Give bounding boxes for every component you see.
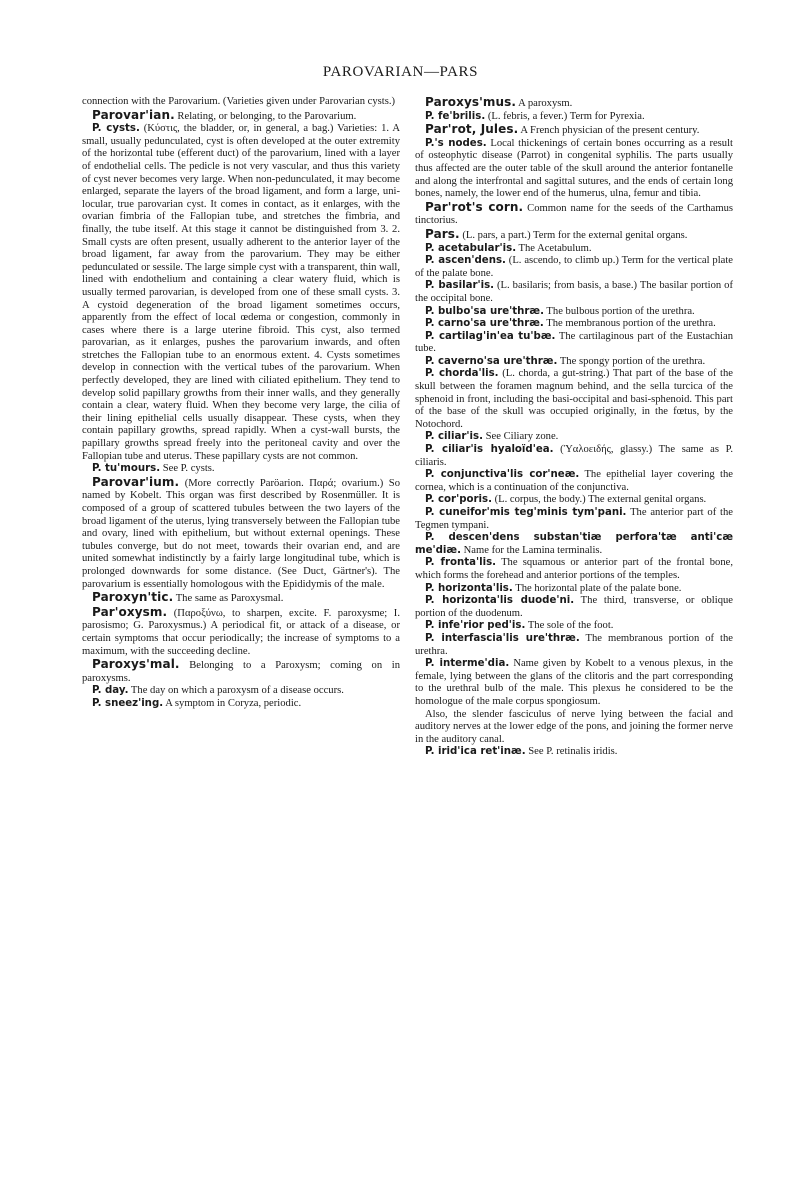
entry-definition: (Ὑαλοειδής, glassy.) The same as P. ciliaris. <box>415 444 733 468</box>
dictionary-entry <box>415 228 733 243</box>
entry-headword: P.'s nodes. <box>425 137 487 149</box>
entry-definition: (L. febris, a fever.) Term for Pyrexia. <box>487 110 645 122</box>
dictionary-entry <box>415 595 733 620</box>
dictionary-entry <box>415 201 733 228</box>
dictionary-entry <box>415 557 733 582</box>
entry-definition: Belonging to a Paroxysm; coming on in paroxysms. <box>82 660 401 684</box>
dictionary-entry <box>415 431 733 444</box>
dictionary-entry <box>82 476 400 591</box>
entry-headword: P. fe'brilis. <box>425 110 486 122</box>
dictionary-entry <box>415 280 733 305</box>
entry-headword: P. conjunctiva'lis cor'neæ. <box>425 469 580 481</box>
dictionary-entry <box>82 123 400 463</box>
entry-headword: Par'rot's corn. <box>425 199 524 214</box>
entry-headword: P. bulbo'sa ure'thræ. <box>425 305 544 317</box>
dictionary-entry <box>415 123 733 138</box>
dictionary-entry <box>82 658 400 685</box>
dictionary-entry <box>415 469 733 494</box>
entry-headword: P. carno'sa ure'thræ. <box>425 318 544 330</box>
dictionary-entry <box>415 356 733 369</box>
entry-headword: P. fronta'lis. <box>425 557 497 569</box>
entry-definition: The spongy portion of the urethra. <box>559 355 706 367</box>
dictionary-entry <box>415 243 733 256</box>
dictionary-entry <box>82 109 400 124</box>
entry-definition: The third, transverse, or oblique portion of the duodenum. <box>415 595 733 619</box>
entry-definition: See P. cysts. <box>162 463 215 475</box>
dictionary-entry <box>415 620 733 633</box>
entry-definition: The epithelial layer covering the cornea, which is a continuation of the conjunctiva. <box>415 469 733 493</box>
entry-headword: P. ascen'dens. <box>425 255 506 267</box>
entry-headword: P. infe'rior ped'is. <box>425 620 526 632</box>
entry-headword: Par'oxysm. <box>92 604 168 619</box>
entry-headword: P. interme'dia. <box>425 658 510 670</box>
entry-headword: P. chorda'lis. <box>425 368 499 380</box>
entry-definition: The squamous or anterior part of the frontal bone, which forms the forehead and anterior portions of the temples. <box>415 557 734 581</box>
entry-headword: Paroxys'mus. <box>425 95 517 109</box>
dictionary-entry <box>415 255 733 280</box>
dictionary-entry <box>82 606 400 658</box>
entry-definition: Name given by Kobelt to a venous plexus, in the female, lying between the glans of the clitoris and the part corresponding to the urethral bulb of the male. This plexus he considered to be the homologue of the male corpus spongiosum. <box>415 658 733 707</box>
entry-definition: See Ciliary zone. <box>485 431 559 443</box>
dictionary-entry <box>415 494 733 507</box>
entry-headword: P. descen'dens substan'tiæ perfora'tæ anti'cæ me'diæ. <box>415 532 733 556</box>
entry-definition: A paroxysm. <box>518 98 573 109</box>
dictionary-entry <box>415 658 733 708</box>
entry-definition: The anterior part of the Tegmen tympani. <box>415 507 733 531</box>
entry-definition: The Acetabulum. <box>518 242 592 254</box>
dictionary-entry <box>82 698 400 711</box>
entry-headword: Paroxys'mal. <box>92 657 180 672</box>
entry-definition: Relating, or belonging, to the Parovarium. <box>177 110 357 122</box>
entry-headword: P. sneez'ing. <box>92 697 164 709</box>
entry-definition: The horizontal plate of the palate bone. <box>515 582 682 594</box>
entry-definition: (Παροξύνω, to sharpen, excite. F. paroxysme; I. parosismo; G. Paroxysmus.) A periodical fit, or attack of a disease, or certain symptoms that occur periodically; the increase of symptoms to a maximum, with the succeeding decline. <box>82 607 400 657</box>
dictionary-entry <box>415 368 733 431</box>
entry-headword: P. tu'mours. <box>92 463 161 475</box>
entry-definition: (L. pars, a part.) Term for the external genital organs. <box>462 229 688 241</box>
entry-headword: Pars. <box>425 226 460 241</box>
dictionary-entry <box>415 532 733 557</box>
entry-definition: A French physician of the present century. <box>520 125 700 137</box>
entry-definition: (L. chorda, a gut-string.) That part of the base of the skull between the foramen magnum behind, and the sella turcica of the sphenoid in front, including the basi-occipital and basi-sphenoid. This part of the base of the skull was occupied originally, in the fœtus, by the Notochord. <box>415 368 733 430</box>
entry-definition: The day on which a paroxysm of a disease occurs. <box>130 685 344 697</box>
dictionary-entry <box>415 507 733 532</box>
entry-definition: Local thickenings of certain bones occurring as a result of osteophytic disease (Parrot) in congenital syphilis. The parts usually thus affected are the outer table of the skull around the anterior fontanelle and along the interfrontal and sagittal sutures, and the ends of certain long bones, namely, the lower end of the humerus, ulna, femur and tibia. <box>415 137 733 200</box>
entry-definition: (L. corpus, the body.) The external genital organs. <box>494 494 707 506</box>
entry-headword: P. acetabular'is. <box>425 242 517 254</box>
dictionary-entry <box>415 583 733 596</box>
dictionary-entry <box>415 318 733 331</box>
entry-headword: Parovar'ian. <box>92 107 175 122</box>
dictionary-entry <box>415 138 733 201</box>
entry-definition: The membranous portion of the urethra. <box>546 318 716 330</box>
running-header: PAROVARIAN—PARS <box>322 64 479 80</box>
entry-definition: (L. basilaris; from basis, a base.) The basilar portion of the occipital bone. <box>415 280 733 304</box>
entry-definition: The same as Paroxysmal. <box>175 593 284 605</box>
entry-headword: Parovar'ium. <box>92 474 180 489</box>
entry-definition: Name for the Lamina terminalis. <box>463 544 603 556</box>
dictionary-entry <box>82 591 400 606</box>
entry-headword: P. basilar'is. <box>425 280 495 292</box>
right-column <box>415 96 733 759</box>
entry-headword: P. horizonta'lis duode'ni. <box>425 595 575 607</box>
dictionary-entry <box>415 444 733 469</box>
entry-definition: A symptom in Coryza, periodic. <box>165 697 302 709</box>
entry-headword: P. irid'ica ret'inæ. <box>425 746 526 758</box>
dictionary-entry <box>415 709 733 747</box>
entry-headword: P. caverno'sa ure'thræ. <box>425 355 558 367</box>
entry-headword: P. ciliar'is. <box>425 431 483 443</box>
dictionary-entry <box>415 746 733 759</box>
dictionary-entry <box>82 685 400 698</box>
entry-headword: P. interfascia'lis ure'thræ. <box>425 632 580 644</box>
entry-headword: Par'rot, Jules. <box>425 122 519 137</box>
dictionary-entry <box>415 306 733 319</box>
dictionary-entry <box>415 633 733 658</box>
entry-definition: The sole of the foot. <box>527 620 614 632</box>
left-column <box>82 96 400 711</box>
entry-definition: Common name for the seeds of the Carthamus tinctorius. <box>415 202 733 227</box>
entry-definition: connection with the Parovarium. (Varieties given under Parovarian cysts.) <box>82 96 396 107</box>
entry-headword: P. cartilag'in'ea tu'bæ. <box>425 330 556 342</box>
entry-definition: See P. retinalis iridis. <box>528 746 618 758</box>
entry-headword: P. cor'poris. <box>425 494 492 506</box>
entry-definition: The cartilaginous part of the Eustachian tube. <box>415 330 733 355</box>
entry-definition: The membranous portion of the urethra. <box>415 632 734 657</box>
entry-definition: (Κύστις, the bladder, or, in general, a bag.) Varieties: 1. A small, usually pedunculated, cyst is often developed at the outer extremity of the horizontal tube (efferent duct) of the parovarium, lined with a layer of endothelial cells. The pedicle is not very vascular, and thus this variety of cyst never becomes very large. When non-pedunculated, it may become enlarged, separate the layers of the broad ligament, and form a large, uni-locular, true parovarian cyst. It comes in contact, as it enlarges, with the ovarian fimbria of the Fallopian tube, and stretches the fimbria, and finally, the tube itself. At this stage it cannot be distinguished from 3. 2. Small cysts are often present, usually adherent to the anterior layer of the broad ligament, far away from the parovarium. They may be either pedunculated or sessile. The large simple cyst with a transparent, thin wall, lined with endothelium and containing a clear watery fluid, which is usually termed parovarian, is developed from one of these small cysts. 3. A cystoid degeneration of the broad ligament sometimes occurs, apparently from the effect of local œdema or congestion, commonly in cases where there is a large uterine fibroid. This cyst, also termed parovarian, as it enlarges, pushes the parovarium inwards, and often stretches the Fallopian tube to an enormous extent. 4. Cysts sometimes develop in connection with the vertical tubes of the parovarium. When perfectly developed, they are lined with ciliated epithelium. They tend to develop solid papillary growths from their inner walls, and they generally contain a clear, watery fluid. When they become very large, the cilia of their lining epithelial cells usually disappear. These cysts, when they contain papillary growths, spread rapidly. When a cyst-wall bursts, the papillary growths spread freely into the peritoneal cavity and over the Fallopian tube and uterus. These papillary cysts are not common. <box>82 123 401 462</box>
dictionary-entry <box>415 96 733 111</box>
entry-headword: P. day. <box>92 685 129 697</box>
entry-headword: P. ciliar'is hyaloïd'ea. <box>425 444 554 456</box>
entry-headword: P. cuneifor'mis teg'minis tym'pani. <box>425 507 627 518</box>
dictionary-entry <box>415 331 733 356</box>
entry-definition: (L. ascendo, to climb up.) Term for the vertical plate of the palate bone. <box>415 255 733 279</box>
entry-definition: Also, the slender fasciculus of nerve lying between the facial and auditory nerves at the lower edge of the pons, and joining the former nerve in the auditory canal. <box>415 708 733 745</box>
entry-definition: (More correctly Paröarion. Παρά; ovarium.) So named by Kobelt. This organ was first described by Rosenmüller. It is composed of a group of scattered tubules between the two layers of the broad ligament of the uterus, lying transversely between the Fallopian tube and ovary, lined with epithelium, but without external openings. These tubules converge, but do not meet, towards their ovarian end, and are united somewhat indistinctly by a fairly large longitudinal tube, which is prolonged downwards for some distance. (See Duct, Gärtner's). The parovarium is essentially homologous with the Epididymis of the male. <box>82 477 401 590</box>
entry-headword: P. horizonta'lis. <box>425 582 513 594</box>
entry-headword: Paroxyn'tic. <box>92 590 174 605</box>
entry-headword: P. cysts. <box>92 123 140 135</box>
entry-definition: The bulbous portion of the urethra. <box>546 305 695 317</box>
